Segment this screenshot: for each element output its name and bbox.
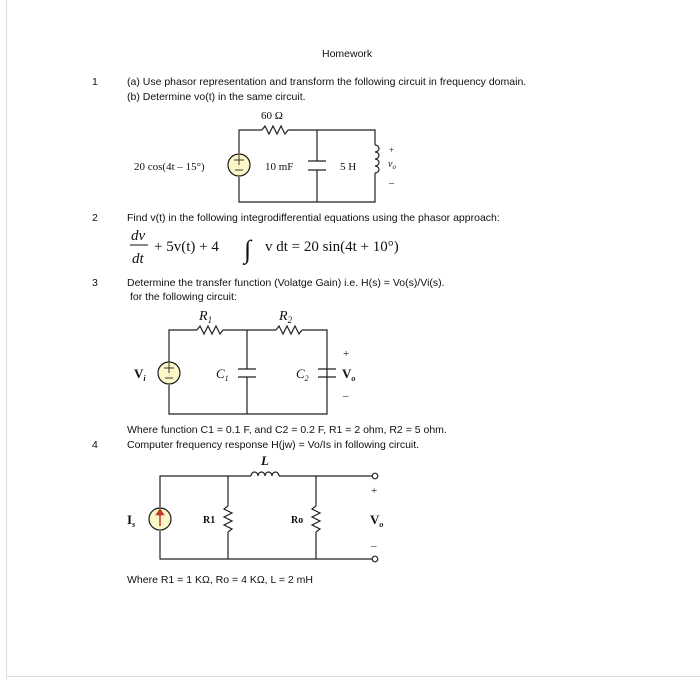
question-1-part-b: (b) Determine vo(t) in the same circuit. <box>127 91 306 103</box>
circuit-4-inductor <box>251 472 279 476</box>
circuit-3-c2-label: $C_2$ <box>296 366 309 383</box>
circuit-4-resistor-r1 <box>224 506 232 532</box>
circuit-3-output-plus: + <box>343 348 350 360</box>
eq-dv: dv <box>131 228 146 244</box>
question-1-part-a: (a) Use phasor representation and transform the following circuit in frequency domain. <box>127 76 527 88</box>
question-4-number: 4 <box>92 439 98 451</box>
circuit-3-output-minus: – <box>343 390 349 402</box>
eq-integral: ∫ <box>244 235 252 264</box>
circuit-4-vo-label: $V_o$ <box>370 512 384 529</box>
circuit-4-terminal-top <box>372 473 378 479</box>
circuit-4-output-minus: – <box>371 540 377 552</box>
circuit-1-wire-left <box>239 130 262 153</box>
circuit-3-resistor-r1 <box>197 326 223 334</box>
question-2-number: 2 <box>92 212 98 224</box>
eq-right: v dt = 20 sin(4t + 10°) <box>265 239 399 255</box>
question-4-prompt: Computer frequency response H(jw) = Vo/Is in following circuit. <box>127 439 420 451</box>
circuit-1-wire-top <box>288 130 375 145</box>
question-2-prompt: Find v(t) in the following integrodifferential equations using the phasor approach: <box>127 212 500 224</box>
eq-middle: + 5v(t) + 4 <box>154 239 219 255</box>
circuit-4-r1-label: R1 <box>203 515 216 526</box>
page-title: Homework <box>322 48 373 60</box>
circuit-1-output-plus: + <box>389 145 395 155</box>
circuit-1-resistor-label: 60 Ω <box>261 110 283 122</box>
eq-dt: dt <box>132 251 144 267</box>
circuit-4-output-plus: + <box>371 485 378 497</box>
circuit-4-inductor-label: L <box>261 453 269 468</box>
circuit-1-wire-bottom <box>239 173 375 202</box>
circuit-1-source-label: 20 cos(4t – 15°) <box>134 161 205 173</box>
question-3-prompt-2: for the following circuit: <box>130 291 237 303</box>
circuit-3-c1-label: $C_1$ <box>216 366 229 383</box>
circuit-3-vi-label: $V_i$ <box>134 366 146 383</box>
question-3-note: Where function C1 = 0.1 F, and C2 = 0.2 F, R1 = 2 ohm, R2 = 5 ohm. <box>127 424 447 436</box>
circuit-3-r2-label: $R_2$ <box>279 309 293 325</box>
circuit-4 <box>149 472 378 562</box>
circuit-1-output-label: $v_o$ <box>388 159 396 171</box>
circuit-4-terminal-bottom <box>372 556 378 562</box>
circuit-1-resistor <box>262 126 288 134</box>
circuit-4-ro-label: Ro <box>291 515 304 526</box>
circuit-1-inductor-label: 5 H <box>340 161 357 173</box>
circuit-3-wire-left <box>169 330 197 362</box>
circuit-4-resistor-ro <box>312 506 320 532</box>
question-3-prompt: Determine the transfer function (Volatge Gain) i.e. H(s) = Vo(s)/Vi(s). <box>127 277 445 289</box>
circuit-4-source-label: $I_s$ <box>127 512 136 529</box>
circuit-3-resistor-r2 <box>276 326 302 334</box>
question-1-number: 1 <box>92 76 98 88</box>
circuit-1-output-minus: – <box>389 178 394 189</box>
circuit-1-inductor <box>375 145 379 173</box>
question-3-number: 3 <box>92 277 98 289</box>
circuit-1-capacitor-label: 10 mF <box>265 161 294 173</box>
circuit-4-wire-bottom <box>160 531 373 559</box>
circuit-4-wire-left <box>160 476 251 507</box>
circuit-3 <box>158 326 336 414</box>
circuit-1 <box>228 126 379 202</box>
question-4-note: Where R1 = 1 KΩ, Ro = 4 KΩ, L = 2 mH <box>127 574 314 586</box>
circuit-3-r1-label: $R_1$ <box>199 309 213 325</box>
circuit-3-vo-label: $V_o$ <box>342 366 356 383</box>
